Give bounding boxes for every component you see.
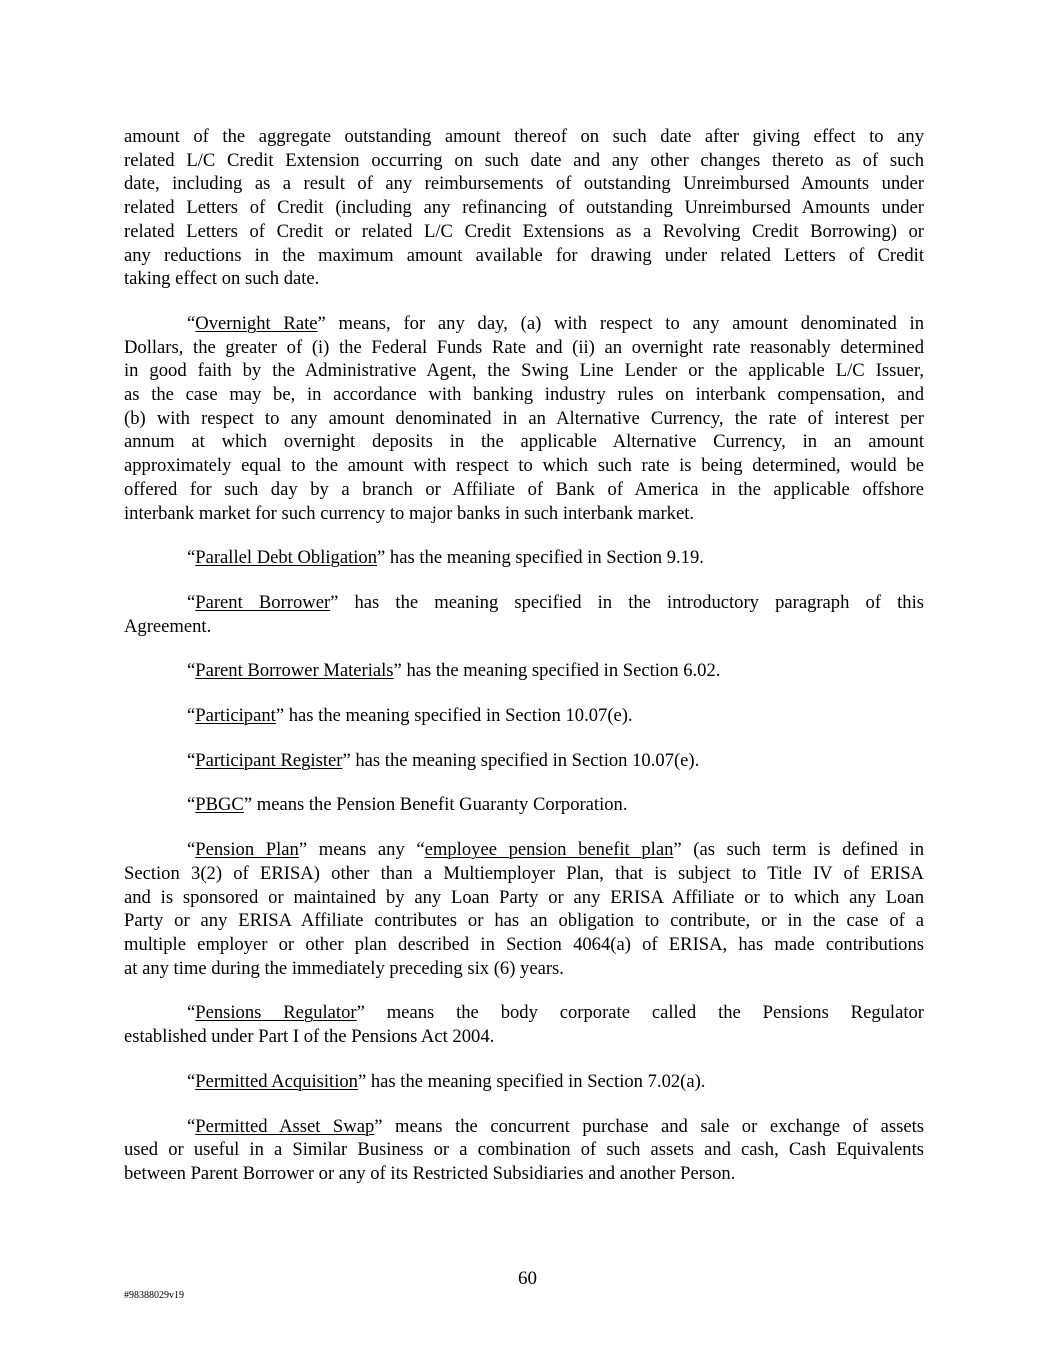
definition-text: ” has the meaning specified in Section 9.19. — [377, 547, 704, 569]
defined-term: PBGC — [195, 794, 244, 816]
text-line: between Parent Borrower or any of its Restricted Subsidiaries and another Person. — [124, 1162, 736, 1184]
open-quote: “ — [187, 660, 196, 682]
definition-parent-borrower — [124, 591, 924, 638]
definition-pension-plan — [124, 838, 924, 980]
definition-parent-borrower-materials — [124, 659, 924, 683]
text-line: Section 3(2) of ERISA) other than a Multiemployer Plan, that is subject to Title IV of ERISA — [124, 862, 924, 884]
open-quote: “ — [187, 705, 196, 727]
text-line: Dollars, the greater of (i) the Federal Funds Rate and (ii) an overnight rate reasonably determined — [124, 336, 924, 358]
defined-term: Parent Borrower Materials — [195, 660, 394, 682]
text-line: related Letters of Credit or related L/C Credit Extensions as a Revolving Credit Borrowing) or — [124, 220, 924, 242]
text-line: multiple employer or other plan described in Section 4064(a) of ERISA, has made contributions — [124, 933, 924, 955]
text-line: Party or any ERISA Affiliate contributes or has an obligation to contribute, or in the case of a — [124, 910, 924, 932]
definition-permitted-asset-swap — [124, 1115, 924, 1186]
defined-term: Pension Plan — [195, 839, 299, 861]
text-line: annum at which overnight deposits in the applicable Alternative Currency, in an amount — [124, 431, 924, 453]
definition-text: ” means the concurrent purchase and sale or exchange of assets — [374, 1115, 924, 1137]
text-line: taking effect on such date. — [124, 268, 320, 290]
text-line — [124, 1001, 924, 1025]
text-line: any reductions in the maximum amount available for drawing under related Letters of Credit — [124, 244, 924, 266]
text-line: (b) with respect to any amount denominated in an Alternative Currency, the rate of interest per — [124, 407, 924, 429]
definition-text: ” means the body corporate called the Pensions Regulator — [356, 1002, 925, 1024]
definition-text: ” has the meaning specified in Section 10.07(e). — [275, 705, 633, 727]
text-line: Agreement. — [124, 615, 212, 637]
text-line: date, including as a result of any reimbursements of outstanding Unreimbursed Amounts under — [124, 173, 924, 195]
text-line: approximately equal to the amount with respect to which such rate is being determined, would be — [124, 455, 924, 477]
text-line — [124, 591, 924, 615]
defined-term: Permitted Asset Swap — [195, 1115, 375, 1137]
defined-term: Participant — [195, 705, 276, 727]
defined-term: Pensions Regulator — [195, 1002, 357, 1024]
document-id: #98388029v19 — [124, 1290, 184, 1301]
definition-text: ” has the meaning specified in the introductory paragraph of this — [330, 591, 924, 613]
text-line: related Letters of Credit (including any refinancing of outstanding Unreimbursed Amounts under — [124, 197, 924, 219]
open-quote: “ — [187, 591, 196, 613]
definition-pensions-regulator — [124, 1001, 924, 1048]
open-quote: “ — [187, 839, 196, 861]
defined-term: Overnight Rate — [195, 312, 318, 334]
definition-text: ” has the meaning specified in Section 7.02(a). — [357, 1070, 706, 1092]
text-line: at any time during the immediately preceding six (6) years. — [124, 957, 564, 979]
open-quote: “ — [187, 1002, 196, 1024]
text-line: as the case may be, in accordance with banking industry rules on interbank compensation, and — [124, 384, 924, 406]
text-line — [124, 1115, 924, 1139]
definition-overnight-rate — [124, 312, 924, 525]
definition-parallel-debt-obligation — [124, 546, 924, 570]
text-line: in good faith by the Administrative Agent, the Swing Line Lender or the applicable L/C Issuer, — [124, 360, 924, 382]
definition-pbgc — [124, 793, 924, 817]
text-line: and is sponsored or maintained by any Loan Party or any ERISA Affiliate or to which any Loan — [124, 886, 924, 908]
open-quote: “ — [187, 749, 196, 771]
text-line: related L/C Credit Extension occurring on such date and any other changes thereto as of such — [124, 149, 924, 171]
defined-term: Parallel Debt Obligation — [195, 547, 378, 569]
text-line: used or useful in a Similar Business or a combination of such assets and cash, Cash Equivalents — [124, 1139, 924, 1161]
definition-participant-register — [124, 749, 924, 773]
open-quote: “ — [187, 312, 196, 334]
definition-participant — [124, 704, 924, 728]
paragraph-continuation — [124, 125, 924, 291]
document-body — [124, 125, 924, 1186]
referenced-term: employee pension benefit plan — [424, 839, 674, 861]
text-line: offered for such day by a branch or Affiliate of Bank of America in the applicable offshore — [124, 478, 924, 500]
definition-text: ” means the Pension Benefit Guaranty Corporation. — [243, 794, 628, 816]
defined-term: Participant Register — [195, 749, 343, 771]
defined-term: Parent Borrower — [195, 591, 331, 613]
text-line: established under Part I of the Pensions Act 2004. — [124, 1026, 495, 1048]
definition-text: ” has the meaning specified in Section 6.02. — [393, 660, 721, 682]
open-quote: “ — [187, 1115, 196, 1137]
open-quote: “ — [187, 1070, 196, 1092]
page-number: 60 — [518, 1268, 537, 1289]
definition-text: ” (as such term is defined in — [673, 839, 924, 861]
text-line — [124, 838, 924, 862]
defined-term: Permitted Acquisition — [195, 1070, 358, 1092]
definition-text: ” means any “ — [298, 839, 425, 861]
open-quote: “ — [187, 547, 196, 569]
text-line: amount of the aggregate outstanding amount thereof on such date after giving effect to any — [124, 126, 924, 147]
definition-permitted-acquisition — [124, 1070, 924, 1094]
text-line: interbank market for such currency to major banks in such interbank market. — [124, 502, 695, 524]
definition-text: ” has the meaning specified in Section 10.07(e). — [342, 749, 700, 771]
text-line — [124, 312, 924, 336]
open-quote: “ — [187, 794, 196, 816]
definition-text: ” means, for any day, (a) with respect to any amount denominated in — [317, 312, 924, 334]
